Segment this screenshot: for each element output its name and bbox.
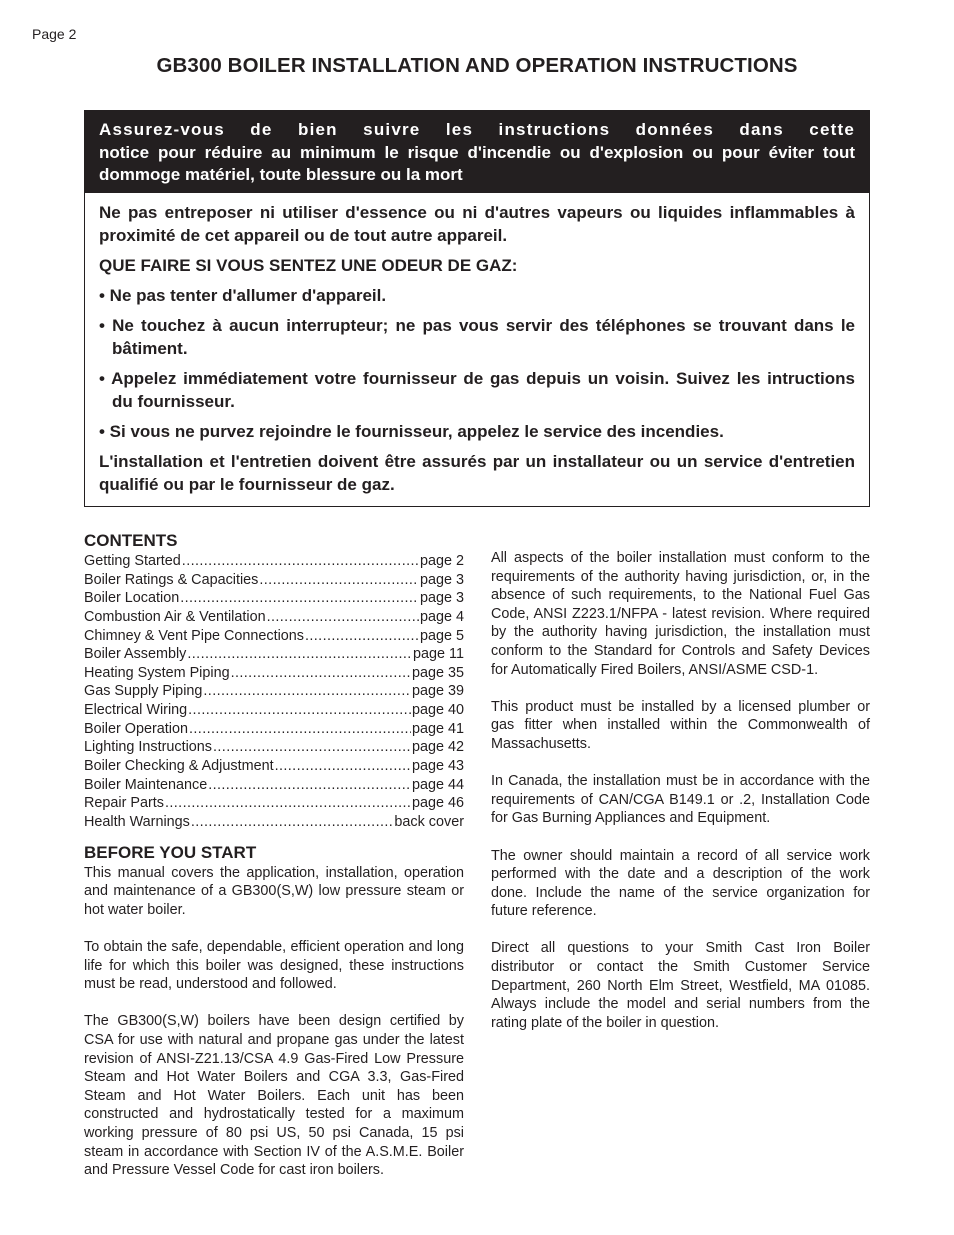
- toc-entry-label: Repair Parts: [84, 795, 164, 812]
- toc-dot-leader: [191, 813, 394, 832]
- warning-header: [85, 111, 869, 193]
- warning-body: [85, 193, 869, 496]
- toc-entry-label: Boiler Ratings & Capacities: [84, 571, 259, 588]
- page-number: Page 2: [32, 26, 77, 42]
- toc-entry-page: back cover: [394, 813, 464, 830]
- warning-bullet: • Ne touchez à aucun interrupteur; ne pas vous servir des téléphones se trouvant dans le bâtiment.: [99, 315, 855, 358]
- storage-warning: Ne pas entreposer ni utiliser d'essence ou ni d'autres vapeurs ou liquides inflammables à proximité de cet appareil ou de tout autre appareil.: [99, 202, 855, 245]
- toc-entry-label: Boiler Assembly: [84, 646, 187, 663]
- toc-entry: [84, 776, 464, 795]
- toc-entry-page: page 44: [411, 776, 464, 793]
- toc-dot-leader: [203, 682, 411, 701]
- before-paragraph: To obtain the safe, dependable, efficient operation and long life for which this boiler was designed, these instructions must be read, understood and followed.: [84, 938, 464, 993]
- service-record-paragraph: The owner should maintain a record of all service work performed with the date and a description of the work done. Include the name of the service organization for future reference.: [491, 847, 870, 920]
- toc-entry-label: Electrical Wiring: [84, 702, 188, 719]
- toc-entry-page: page 3: [419, 590, 464, 607]
- toc-entry-label: Combustion Air & Ventilation: [84, 608, 266, 625]
- toc-entry: [84, 589, 464, 608]
- toc-entry: [84, 627, 464, 646]
- left-column: [84, 530, 464, 1198]
- toc-dot-leader: [231, 664, 411, 683]
- toc-entry: [84, 757, 464, 776]
- toc-entry-page: page 2: [419, 553, 464, 569]
- toc-entry-label: Getting Started: [84, 553, 181, 569]
- warning-header-rest: notice pour réduire au minimum le risque d'incendie ou d'explosion ou pour éviter tout dommoge matériel, toute blessure ou la mort: [99, 142, 855, 184]
- massachusetts-paragraph: This product must be installed by a licensed plumber or gas fitter when installed within the Commonwealth of Massachusetts.: [491, 698, 870, 752]
- toc-entry-page: page 40: [411, 702, 464, 719]
- requirements-paragraph: All aspects of the boiler installation must conform to the requirements of the authority having jurisdiction, or, in the absence of such requirements, to the National Fuel Gas Code, ANSI Z223.1/NFPA - latest revision. Where required by the authority having jurisdiction, the installation must conform to the Standard for Controls and Safety Devices for Automatically Fired Boilers, ANSI/ASME CSD-1.: [491, 550, 870, 678]
- toc-dot-leader: [305, 627, 419, 646]
- toc-entry: [84, 608, 464, 627]
- toc-dot-leader: [189, 720, 411, 739]
- toc-dot-leader: [188, 701, 411, 720]
- right-column: [491, 549, 870, 1051]
- toc-entry-page: page 3: [419, 571, 464, 588]
- toc-entry-page: page 11: [413, 646, 464, 663]
- canada-paragraph: In Canada, the installation must be in accordance with the requirements of CAN/CGA B149.1 or .2, Installation Code for Gas Burning Appliances and Equipment.: [491, 773, 870, 827]
- toc-entry-page: page 5: [419, 627, 464, 644]
- contents-title: CONTENTS: [84, 531, 178, 550]
- gas-warning-box: [84, 110, 870, 507]
- toc-entry-label: Lighting Instructions: [84, 739, 212, 756]
- toc-dot-leader: [165, 794, 411, 813]
- toc-entry-label: Heating System Piping: [84, 664, 230, 681]
- toc-entry-label: Boiler Location: [84, 590, 180, 607]
- toc-entry: [84, 664, 464, 683]
- toc-entry: [84, 738, 464, 757]
- warning-bullet: • Appelez immédiatement votre fournisseur de gas depuis un voisin. Suivez les intructions du fournisseur.: [99, 368, 855, 411]
- toc-dot-leader: [213, 738, 411, 757]
- warning-bullet: • Si vous ne purvez rejoindre le fournisseur, appelez le service des incendies.: [99, 421, 724, 441]
- toc-entry-label: Health Warnings: [84, 813, 190, 830]
- toc-dot-leader: [180, 589, 419, 608]
- document-title: GB300 BOILER INSTALLATION AND OPERATION INSTRUCTIONS: [156, 54, 798, 77]
- toc-entry-page: page 4: [419, 608, 464, 625]
- toc-entry-page: page 46: [411, 795, 464, 812]
- before-you-start-title: BEFORE YOU START: [84, 842, 257, 862]
- toc-entry-page: page 39: [411, 683, 464, 700]
- toc-entry-label: Boiler Maintenance: [84, 776, 208, 793]
- toc-entry: [84, 794, 464, 813]
- before-paragraph: The GB300(S,W) boilers have been design certified by CSA for use with natural and propane gas under the latest revision of ANSI-Z21.13/CSA 4.9 Gas-Fired Low Pressure Steam and Hot Water Boilers and CGA 3.3, Gas-Fired Steam and Hot Water Boilers. Each unit has been constructed and hydrostatically tested for a maximum working pressure of 80 psi US, 50 psi Canada, 15 psi steam in accordance with Section IV of the A.S.M.E. Boiler and Pressure Vessel Code for cast iron boilers.: [84, 1013, 464, 1179]
- warning-bullet: • Ne pas tenter d'allumer d'appareil.: [99, 285, 387, 305]
- toc-entry-label: Gas Supply Piping: [84, 683, 203, 700]
- toc-dot-leader: [208, 776, 411, 795]
- toc-entry: [84, 645, 464, 664]
- toc-entry: [84, 682, 464, 701]
- toc-entry-page: page 35: [411, 664, 464, 681]
- toc-entry-page: page 41: [411, 720, 464, 737]
- contact-paragraph: Direct all questions to your Smith Cast Iron Boiler distributor or contact the Smith Customer Service Department, 260 North Elm Street, Westfield, MA 01085. Always include the model and serial numbers from the rating plate of the boiler in question.: [491, 940, 870, 1031]
- toc-entry-label: Chimney & Vent Pipe Connections: [84, 627, 304, 644]
- before-paragraph: This manual covers the application, installation, operation and maintenance of a GB300(S,W) low pressure steam or hot water boiler.: [84, 864, 464, 918]
- toc-entry: [84, 813, 464, 832]
- toc-entry-label: Boiler Checking & Adjustment: [84, 758, 274, 775]
- warning-header-line1: Assurez-vous de bien suivre les instructions données dans cette: [99, 120, 855, 139]
- toc-entry-page: page 43: [411, 758, 464, 775]
- toc-entry: [84, 571, 464, 590]
- toc-entry: [84, 720, 464, 739]
- toc-entry-page: page 42: [411, 739, 464, 756]
- installation-note: L'installation et l'entretien doivent être assurés par un installateur ou un service d'entretien qualifié ou par le fournisseur de gaz.: [99, 451, 855, 494]
- toc-dot-leader: [187, 645, 412, 664]
- toc-dot-leader: [182, 552, 419, 571]
- toc-dot-leader: [275, 757, 411, 776]
- toc-entry: [84, 552, 464, 571]
- toc-dot-leader: [259, 571, 419, 590]
- table-of-contents: [84, 552, 464, 832]
- toc-dot-leader: [267, 608, 419, 627]
- toc-entry-label: Boiler Operation: [84, 720, 188, 737]
- toc-entry: [84, 701, 464, 720]
- gas-odor-heading: QUE FAIRE SI VOUS SENTEZ UNE ODEUR DE GAZ:: [99, 255, 518, 275]
